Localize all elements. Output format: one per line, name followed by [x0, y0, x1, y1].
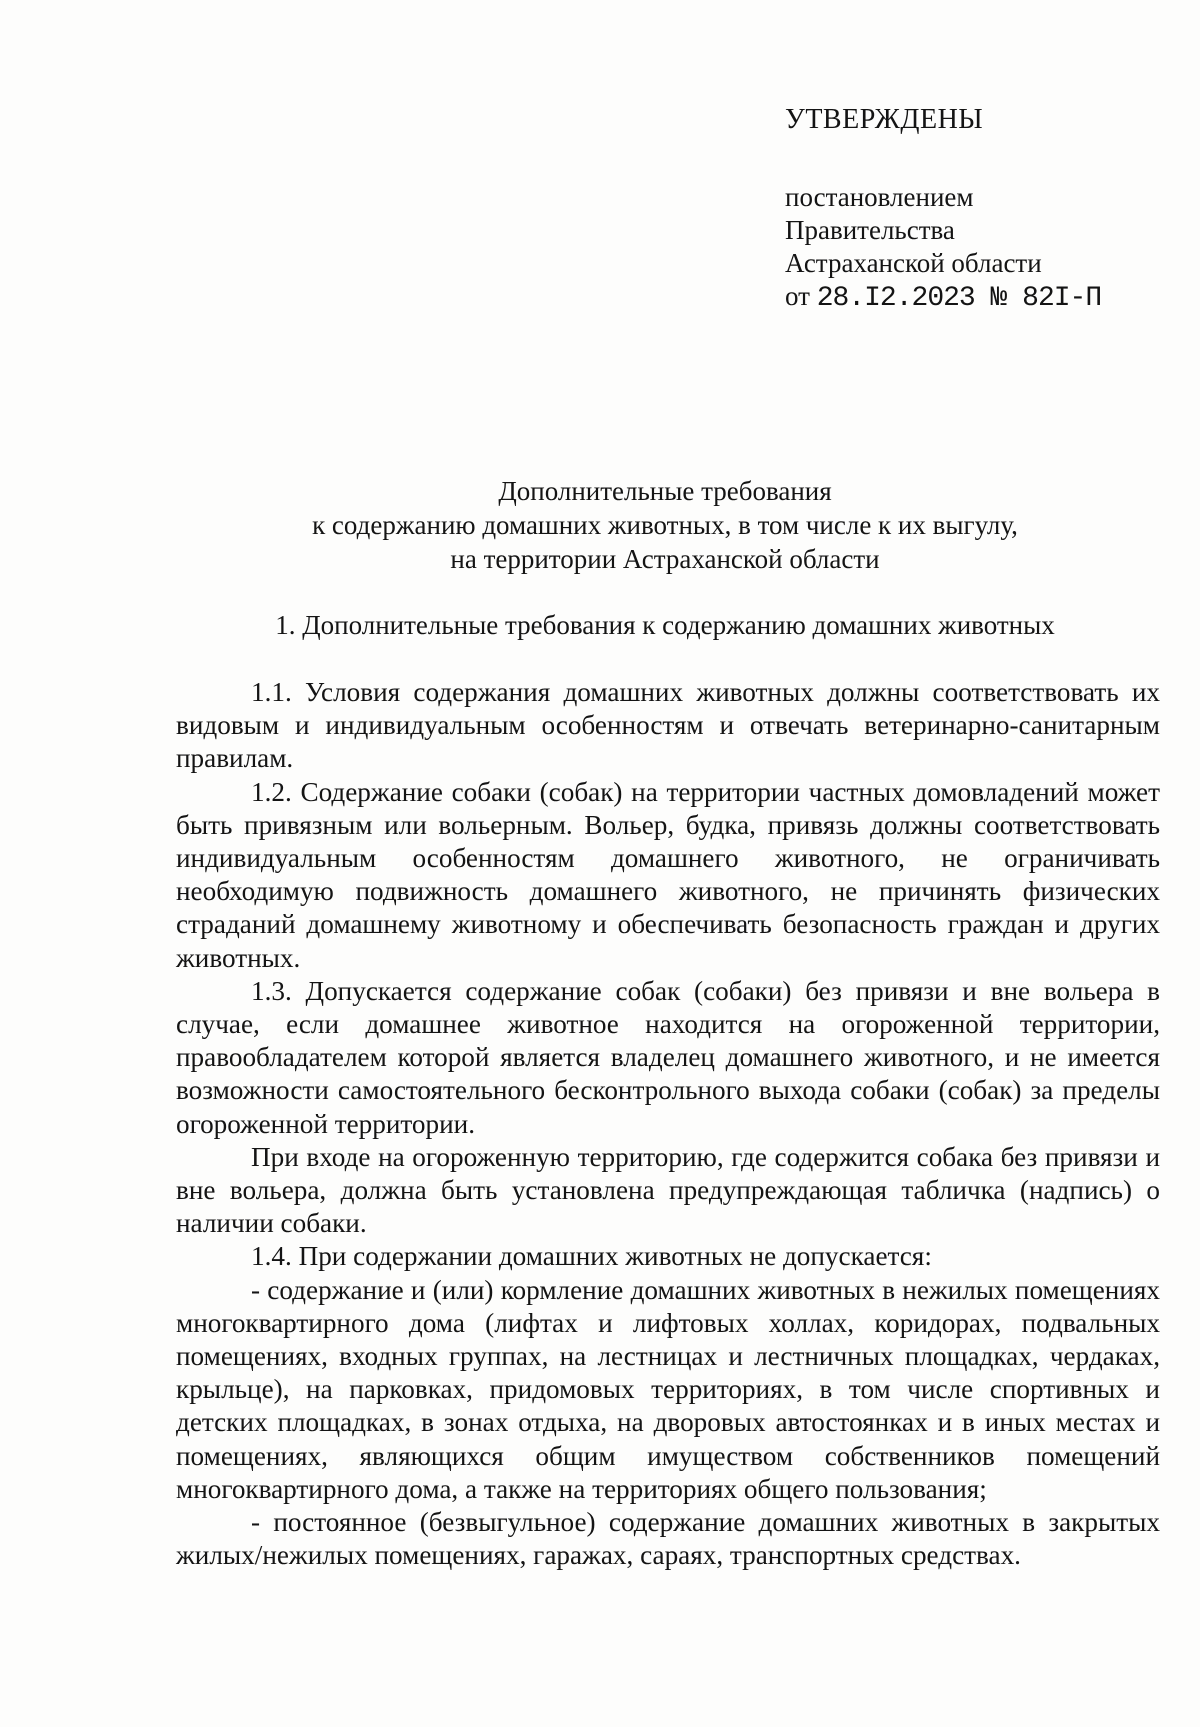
title-line-2: к содержанию домашних животных, в том числе к их выгулу, — [312, 510, 1018, 540]
section-1-heading: 1. Дополнительные требования к содержанию домашних животных — [275, 610, 1055, 640]
approval-line-3: Астраханской области — [785, 248, 1042, 278]
approval-heading: УТВЕРЖДЕНЫ — [785, 104, 984, 135]
paragraph-1-4-item-1: - содержание и (или) кормление домашних животных в нежилых помещениях многоквартирного дома (лифтах и лифтовых холлах, коридорах, подвальных помещениях, входных группах, на лестницах и лестничных площадках, чердаках, крыльце), на парковках, придомовых территориях, в том числе спортивных и детских площадках, в зонах отдыха, на дворовых автостоянках и в иных местах и помещениях, являющихся общим имуществом собственников помещений многоквартирного дома, а также на территориях общего пользования; — [176, 1274, 1160, 1504]
approval-line-1: постановлением — [785, 182, 974, 212]
approval-date-number: 28.I2.2023 № 82I-П — [816, 283, 1102, 314]
paragraph-1-4-item-2: - постоянное (безвыгульное) содержание домашних животных в закрытых жилых/нежилых помещениях, гаражах, сараях, транспортных средствах. — [176, 1507, 1160, 1571]
approval-date-prefix: от — [785, 281, 810, 311]
approval-block — [785, 103, 1165, 315]
paragraph-1-3: 1.3. Допускается содержание собак (собаки) без привязи и вне вольера в случае, если домашнее животное находится на огороженной территории, правообладателем которой является владелец домашнего животного, и не имеется возможности самостоятельного бесконтрольного выхода собаки (собак) за пределы огороженной территории. — [176, 975, 1160, 1139]
section-1-body — [176, 676, 1160, 1572]
title-line-1: Дополнительные требования — [498, 476, 832, 506]
title-line-3: на территории Астраханской области — [450, 544, 880, 574]
paragraph-1-1: 1.1. Условия содержания домашних животных должны соответствовать их видовым и индивидуальным особенностям и отвечать ветеринарно-санитарным правилам. — [176, 677, 1160, 774]
approval-date-line — [785, 280, 1165, 315]
paragraph-1-2: 1.2. Содержание собаки (собак) на территории частных домовладений может быть привязным или вольерным. Вольер, будка, привязь должны соответствовать индивидуальным особенностям домашнего животного, не ограничивать необходимую подвижность домашнего животного, не причинять физических страданий домашнему животному и обеспечивать безопасность граждан и других животных. — [176, 776, 1160, 973]
approval-line-2: Правительства — [785, 215, 955, 245]
paragraph-1-4: 1.4. При содержании домашних животных не допускается: — [251, 1241, 932, 1272]
document-title — [170, 474, 1160, 576]
paragraph-1-3-sign: При входе на огороженную территорию, где содержится собака без привязи и вне вольера, должна быть установлена предупреждающая табличка (надпись) о наличии собаки. — [176, 1141, 1160, 1239]
